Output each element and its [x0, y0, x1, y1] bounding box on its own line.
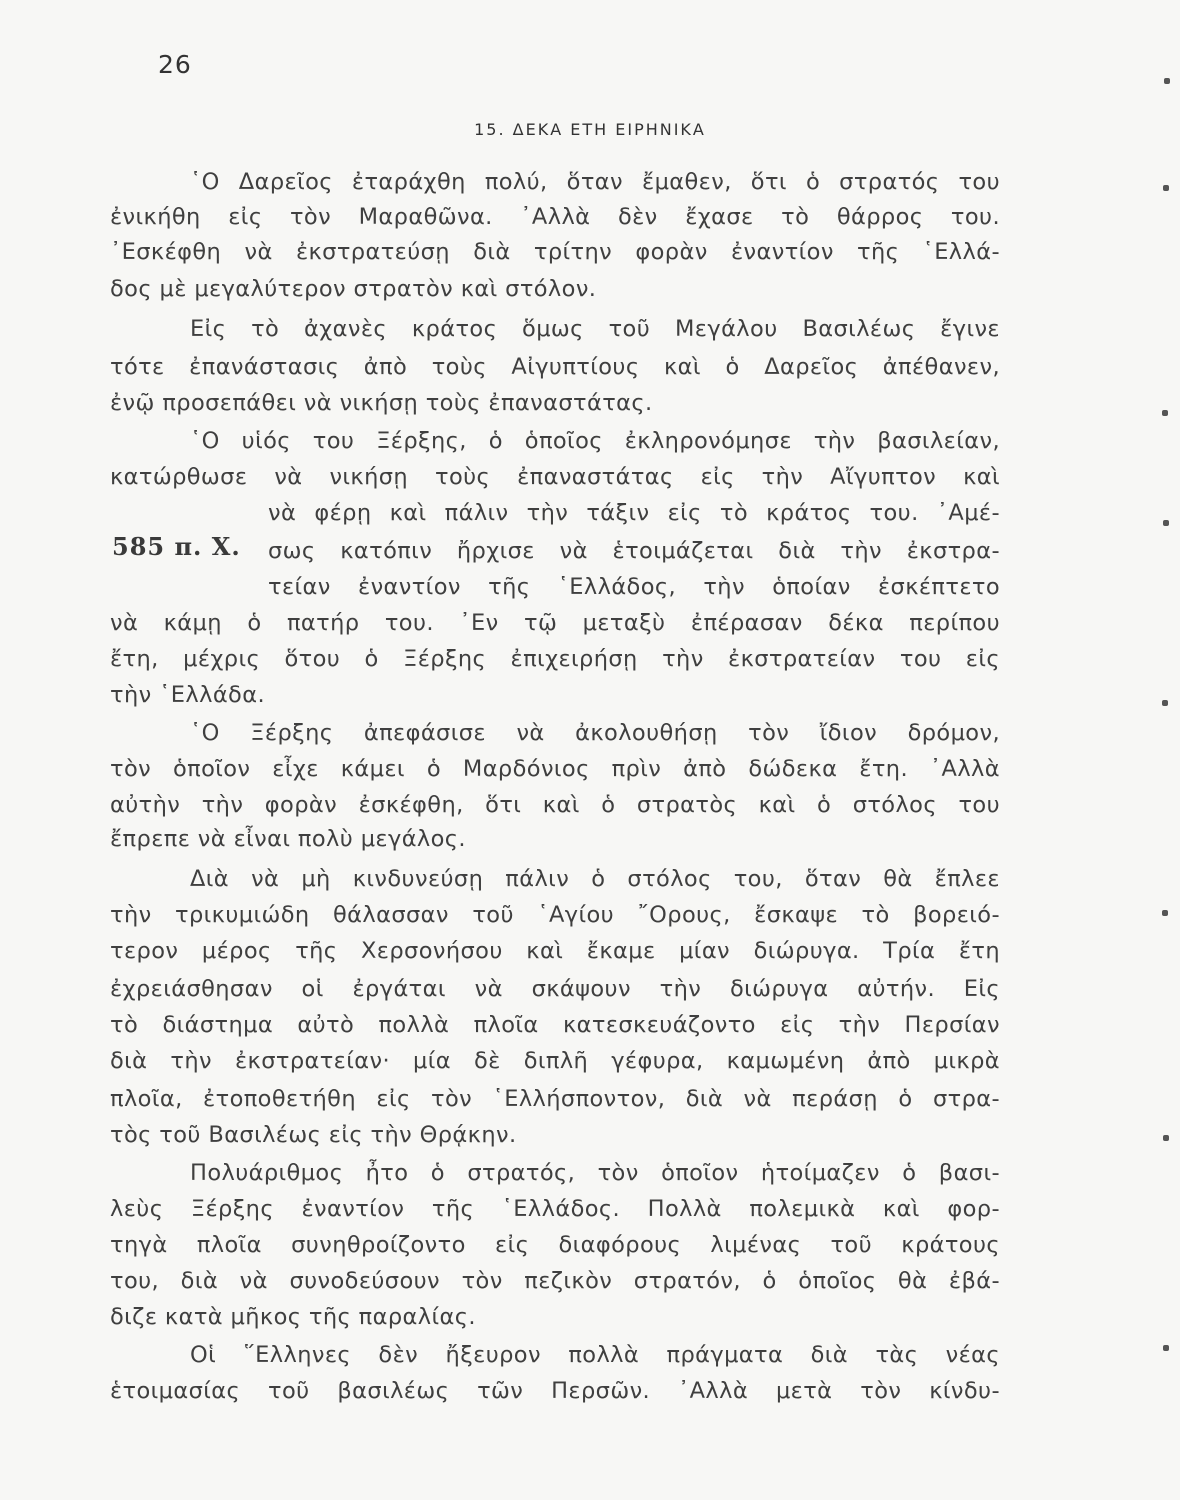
- text-line: ἐνικήθη εἰς τὸν Μαραθῶνα. ᾿Αλλὰ δὲν ἔχασε τὸ θάρρος του.: [110, 204, 1000, 230]
- text-line: τερον μέρος τῆς Χερσονήσου καὶ ἔκαμε μίαν διώρυγα. Τρία ἔτη: [110, 938, 1000, 964]
- text-line: του, διὰ νὰ συνοδεύσουν τὸν πεζικὸν στρατόν, ὁ ὁποῖος θὰ ἐβά-: [110, 1268, 1000, 1294]
- text-line: διὰ τὴν ἐκστρατείαν· μία δὲ διπλῆ γέφυρα, καμωμένη ἀπὸ μικρὰ: [110, 1048, 1000, 1074]
- text-line: τὸς τοῦ Βασιλέως εἰς τὴν Θρᾴκην.: [110, 1122, 517, 1148]
- text-line: ῾Ο υἱός του Ξέρξης, ὁ ὁποῖος ἐκληρονόμησε τὴν βασιλείαν,: [190, 428, 1000, 454]
- text-line: ῾Ο Ξέρξης ἀπεφάσισε νὰ ἀκολουθήσῃ τὸν ἴδιον δρόμον,: [190, 720, 1000, 746]
- text-line: τὴν τρικυμιώδη θάλασσαν τοῦ ῾Αγίου ῎Ορους, ἔσκαψε τὸ βορειό-: [110, 902, 1000, 928]
- page-number: 26: [158, 50, 192, 79]
- text-line: διζε κατὰ μῆκος τῆς παραλίας.: [110, 1304, 476, 1330]
- edge-mark: [1162, 910, 1168, 916]
- text-line: ἔτη, μέχρις ὅτου ὁ Ξέρξης ἐπιχειρήσῃ τὴν ἐκστρατείαν του εἰς: [110, 646, 1000, 672]
- text-line: ἑτοιμασίας τοῦ βασιλέως τῶν Περσῶν. ᾿Αλλὰ μετὰ τὸν κίνδυ-: [110, 1378, 1000, 1404]
- text-line: Πολυάριθμος ἦτο ὁ στρατός, τὸν ὁποῖον ἡτοίμαζεν ὁ βασι-: [190, 1160, 1000, 1186]
- text-line: τότε ἐπανάστασις ἀπὸ τοὺς Αἰγυπτίους καὶ ὁ Δαρεῖος ἀπέθανεν,: [110, 354, 1000, 380]
- text-line: τείαν ἐναντίον τῆς ῾Ελλάδος, τὴν ὁποίαν ἐσκέπτετο: [268, 574, 1000, 600]
- text-line: νὰ κάμῃ ὁ πατήρ του. ᾿Εν τῷ μεταξὺ ἐπέρασαν δέκα περίπου: [110, 610, 1000, 636]
- text-line: τὴν ῾Ελλάδα.: [110, 682, 266, 708]
- edge-mark: [1164, 78, 1170, 84]
- text-line: Εἰς τὸ ἀχανὲς κράτος ὅμως τοῦ Μεγάλου Βασιλέως ἔγινε: [190, 316, 1000, 342]
- edge-mark: [1162, 410, 1168, 416]
- text-line: αὐτὴν τὴν φορὰν ἐσκέφθη, ὅτι καὶ ὁ στρατὸς καὶ ὁ στόλος του: [110, 792, 1000, 818]
- text-line: ῾Ο Δαρεῖος ἐταράχθη πολύ, ὅταν ἔμαθεν, ὅτι ὁ στρατός του: [190, 169, 1000, 195]
- chapter-title: 15. ΔΕΚΑ ΕΤΗ ΕΙΡΗΝΙΚΑ: [474, 120, 706, 139]
- text-line: τὸν ὁποῖον εἶχε κάμει ὁ Μαρδόνιος πρὶν ἀπὸ δώδεκα ἔτη. ᾿Αλλὰ: [110, 756, 1000, 782]
- edge-mark: [1163, 185, 1169, 191]
- text-line: ἐνῷ προσεπάθει νὰ νικήσῃ τοὺς ἐπαναστάτας.: [110, 390, 653, 416]
- text-line: ἔπρεπε νὰ εἶναι πολὺ μεγάλος.: [110, 826, 466, 852]
- text-line: κατώρθωσε νὰ νικήσῃ τοὺς ἐπαναστάτας εἰς τὴν Αἴγυπτον καὶ: [110, 464, 1000, 490]
- text-line: λεὺς Ξέρξης ἐναντίον τῆς ῾Ελλάδος. Πολλὰ πολεμικὰ καὶ φορ-: [110, 1196, 1000, 1222]
- edge-mark: [1162, 700, 1168, 706]
- text-line: νὰ φέρῃ καὶ πάλιν τὴν τάξιν εἰς τὸ κράτος του. ᾿Αμέ-: [268, 500, 1000, 526]
- text-line: πλοῖα, ἐτοποθετήθη εἰς τὸν ῾Ελλήσποντον, διὰ νὰ περάσῃ ὁ στρα-: [110, 1086, 1000, 1112]
- text-line: δος μὲ μεγαλύτερον στρατὸν καὶ στόλον.: [110, 276, 597, 302]
- margin-date-note: 585 π. Χ.: [112, 532, 241, 561]
- edge-mark: [1163, 1345, 1169, 1351]
- text-line: σως κατόπιν ἤρχισε νὰ ἑτοιμάζεται διὰ τὴν ἐκστρα-: [268, 538, 1000, 564]
- text-line: ἐχρειάσθησαν οἱ ἐργάται νὰ σκάψουν τὴν διώρυγα αὐτήν. Εἰς: [110, 976, 1000, 1002]
- text-line: τηγὰ πλοῖα συνηθροίζοντο εἰς διαφόρους λιμένας τοῦ κράτους: [110, 1232, 1000, 1258]
- text-line: Διὰ νὰ μὴ κινδυνεύσῃ πάλιν ὁ στόλος του, ὅταν θὰ ἔπλεε: [190, 866, 1000, 892]
- text-line: τὸ διάστημα αὐτὸ πολλὰ πλοῖα κατεσκευάζοντο εἰς τὴν Περσίαν: [110, 1012, 1000, 1038]
- text-line: Οἱ ῞Ελληνες δὲν ἤξευρον πολλὰ πράγματα διὰ τὰς νέας: [190, 1342, 1000, 1368]
- text-line: ᾿Εσκέφθη νὰ ἐκστρατεύσῃ διὰ τρίτην φορὰν ἐναντίον τῆς ῾Ελλά-: [110, 239, 1000, 265]
- edge-mark: [1163, 1135, 1169, 1141]
- edge-mark: [1163, 520, 1169, 526]
